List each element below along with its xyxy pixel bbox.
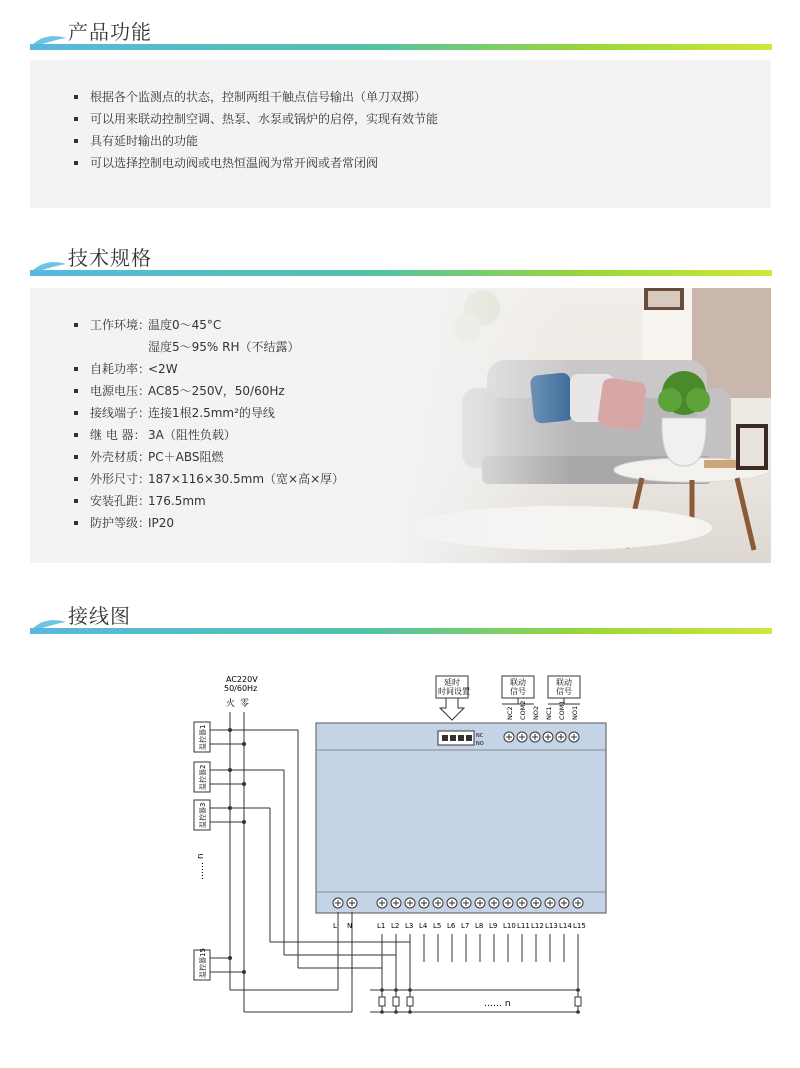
thermostat-label: 温控器15 xyxy=(199,948,207,978)
bottom-terminal-label: L xyxy=(333,922,337,930)
bottom-terminal-label: L1 xyxy=(377,922,386,930)
spec-label: 安装孔距： xyxy=(90,494,151,508)
spec-value: 连接1根2.5mm²的导线 xyxy=(148,406,275,420)
bottom-terminal-label: L8 xyxy=(475,922,484,930)
function-item: 根据各个监测点的状态，控制两组干触点信号输出（单刀双掷） xyxy=(74,86,438,108)
bottom-terminal-label: L10 xyxy=(503,922,516,930)
junction-dot xyxy=(576,988,580,992)
delay-box-line1: 延时 xyxy=(444,678,460,687)
spec-value: 温度0～45°C xyxy=(148,318,222,332)
spec-value: IP20 xyxy=(148,516,175,530)
valve-actuator xyxy=(407,997,413,1006)
valve-actuator xyxy=(575,997,581,1006)
top-terminal-label: COM2 xyxy=(519,700,527,720)
valve-actuator xyxy=(393,997,399,1006)
spec-label: 继 电 器： xyxy=(90,428,146,442)
junction-dot xyxy=(408,1010,412,1014)
bottom-terminal-label: L3 xyxy=(405,922,414,930)
bottom-terminal-label: L13 xyxy=(545,922,558,930)
link-box-2-line1: 联动 xyxy=(556,678,572,687)
top-terminal-label: NO1 xyxy=(571,705,579,720)
bottom-terminal-label: L12 xyxy=(531,922,544,930)
junction-dot xyxy=(242,820,246,824)
dip-switch-cell xyxy=(442,735,448,741)
spec-label: 外壳材质： xyxy=(90,450,151,464)
power-label-1: AC220V xyxy=(226,675,258,684)
link-box-1-line1: 联动 xyxy=(510,678,526,687)
bottom-terminal-label: L2 xyxy=(391,922,400,930)
thermostat-label: 温控器1 xyxy=(199,724,207,750)
top-terminal-label: NC2 xyxy=(506,706,514,720)
spec-value: 3A（阻性负载） xyxy=(148,428,236,442)
junction-dot xyxy=(228,956,232,960)
spec-label: 防护等级： xyxy=(90,516,151,530)
junction-dot xyxy=(408,988,412,992)
live-label: 火 xyxy=(226,699,236,709)
thermostat-label: 温控器3 xyxy=(199,802,207,828)
power-label-2: 50/60Hz xyxy=(224,684,258,693)
thermostat-ellipsis: …… n xyxy=(196,853,206,880)
dip-no-label: NO xyxy=(476,741,484,747)
junction-dot xyxy=(380,988,384,992)
bottom-terminal-label: L6 xyxy=(447,922,456,930)
dip-switch-cell xyxy=(450,735,456,741)
junction-dot xyxy=(228,806,232,810)
bottom-terminal-label: L11 xyxy=(517,922,530,930)
bottom-terminal-label: N xyxy=(347,922,353,930)
function-item: 可以用来联动控制空调、热泵、水泵或锅炉的启停，实现有效节能 xyxy=(74,108,438,130)
junction-dot xyxy=(576,1010,580,1014)
spec-label: 外形尺寸： xyxy=(90,472,151,486)
junction-dot xyxy=(242,742,246,746)
bottom-terminal-label: L4 xyxy=(419,922,428,930)
bottom-terminal-label: L14 xyxy=(559,922,572,930)
spec-value: 176.5mm xyxy=(148,494,206,508)
valve-actuator xyxy=(379,997,385,1006)
top-terminal-label: NC1 xyxy=(545,706,553,720)
section-title: 接线图 xyxy=(68,604,131,628)
link-box-2-line2: 信号 xyxy=(556,687,572,696)
neutral-label: 零 xyxy=(240,699,250,709)
delay-box-line2: 时间设置 xyxy=(438,687,470,696)
junction-dot xyxy=(228,768,232,772)
junction-dot xyxy=(394,1010,398,1014)
section-title: 技术规格 xyxy=(68,246,152,270)
bottom-terminal-label: L5 xyxy=(433,922,442,930)
top-terminal-label: NO2 xyxy=(532,705,540,720)
dip-nc-label: NC xyxy=(476,733,484,739)
spec-label: 自耗功率： xyxy=(90,362,151,376)
spec-value: AC85～250V，50/60Hz xyxy=(148,384,285,398)
spec-label: 电源电压： xyxy=(90,384,151,398)
function-item: 具有延时输出的功能 xyxy=(74,130,438,152)
junction-dot xyxy=(228,728,232,732)
dip-switch-cell xyxy=(458,735,464,741)
junction-dot xyxy=(380,1010,384,1014)
spec-value: 湿度5～95% RH（不结露） xyxy=(148,340,300,354)
spec-value: 187×116×30.5mm（宽×高×厚） xyxy=(148,472,345,486)
top-terminal-label: COM1 xyxy=(558,700,566,720)
junction-dot xyxy=(242,782,246,786)
controller-box xyxy=(316,723,606,913)
spec-value: PC＋ABS阻燃 xyxy=(148,450,224,464)
function-item: 可以选择控制电动阀或电热恒温阀为常开阀或者常闭阀 xyxy=(74,152,438,174)
junction-dot xyxy=(394,988,398,992)
bottom-terminal-label: L15 xyxy=(573,922,586,930)
bottom-terminal-label: L7 xyxy=(461,922,470,930)
link-box-1-line2: 信号 xyxy=(510,687,526,696)
thermostat-label: 温控器2 xyxy=(199,764,207,790)
dip-switch-cell xyxy=(466,735,472,741)
spec-label: 接线端子： xyxy=(90,406,151,420)
spec-value: <2W xyxy=(148,362,178,376)
bottom-terminal-label: L9 xyxy=(489,922,498,930)
valve-ellipsis: …… n xyxy=(484,999,511,1009)
spec-label: 工作环境： xyxy=(90,318,151,332)
junction-dot xyxy=(242,970,246,974)
section-title: 产品功能 xyxy=(68,20,152,44)
